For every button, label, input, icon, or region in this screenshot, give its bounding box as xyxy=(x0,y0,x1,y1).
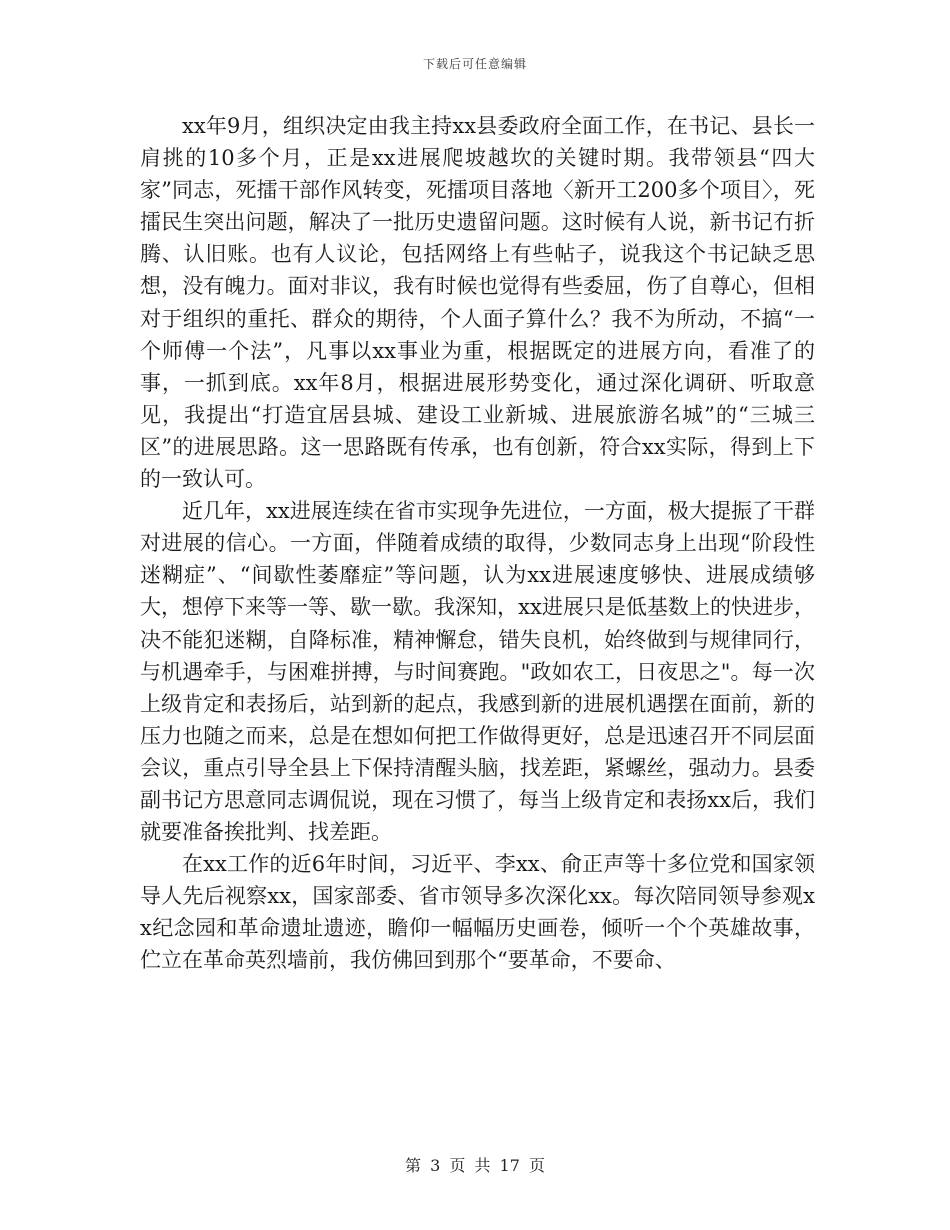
page-number-footer: 第 3 页 共 17 页 xyxy=(405,1156,545,1175)
page-header-note: 下载后可任意编辑 xyxy=(422,57,527,71)
paragraph-1: xx年9月，组织决定由我主持xx县委政府全面工作，在书记、县长一肩挑的10多个月，正是xx进展爬坡越坎的关键时期。我带领县“四大家”同志，死擂干部作风转变，死擂项目落地〈新开工200多个项目〉，死擂民生突出问题，解决了一批历史遗留问题。这时候有人说，新书记冇折腾、认旧账。也有人议论，包括网络上有些帖子，说我这个书记缺乏思想，没有魄力。面对非议，我有时候也觉得有些委屈，伤了自尊心，但相对于组织的重托、群众的期待，个人面子算什么？我不为所动，不搞“一个师傅一个法”，凡事以xx事业为重，根据既定的进展方向，看准了的事，一抓到底。xx年8月，根据进展形势变化，通过深化调研、听取意见，我提出“打造宜居县城、建设工业新城、进展旅游名城”的“三城三区”的进展思路。这一思路既有传承，也有创新，符合xx实际，得到上下的一致认可。 xyxy=(140,114,815,492)
paragraph-3: 在xx工作的近6年时间，习近平、李xx、俞正声等十多位党和国家领导人先后视察xx，国家部委、省市领导多次深化xx。每次陪同领导参观xx纪念园和革命遗址遗迹，瞻仰一幅幅历史画卷，倾听一个个英雄故事，伫立在革命英烈墙前，我仿佛回到那个“要革命，不要命、 xyxy=(140,852,815,973)
document-body xyxy=(140,110,815,977)
paragraph-2: 近几年，xx进展连续在省市实现争先进位，一方面，极大提振了干群对进展的信心。一方面，伴随着成绩的取得，少数同志身上出现“阶段性迷糊症”、“间歇性萎靡症”等问题，认为xx进展速度够快、进展成绩够大，想停下来等一等、歇一歇。我深知，xx进展只是低基数上的快进步，决不能犯迷糊，自降标准，精神懈怠，错失良机，始终做到与规律同行，与机遇牵手，与困难拼搏，与时间赛跑。"政如农工，日夜思之"。每一次上级肯定和表扬后，站到新的起点，我感到新的进展机遇摆在面前，新的压力也随之而来，总是在想如何把工作做得更好，总是迅速召开不同层面会议，重点引导全县上下保持清醒头脑，找差距，紧螺丝，强动力。县委副书记方思意同志调侃说，现在习惯了，每当上级肯定和表扬xx后，我们就要准备挨批判、找差距。 xyxy=(140,499,815,845)
